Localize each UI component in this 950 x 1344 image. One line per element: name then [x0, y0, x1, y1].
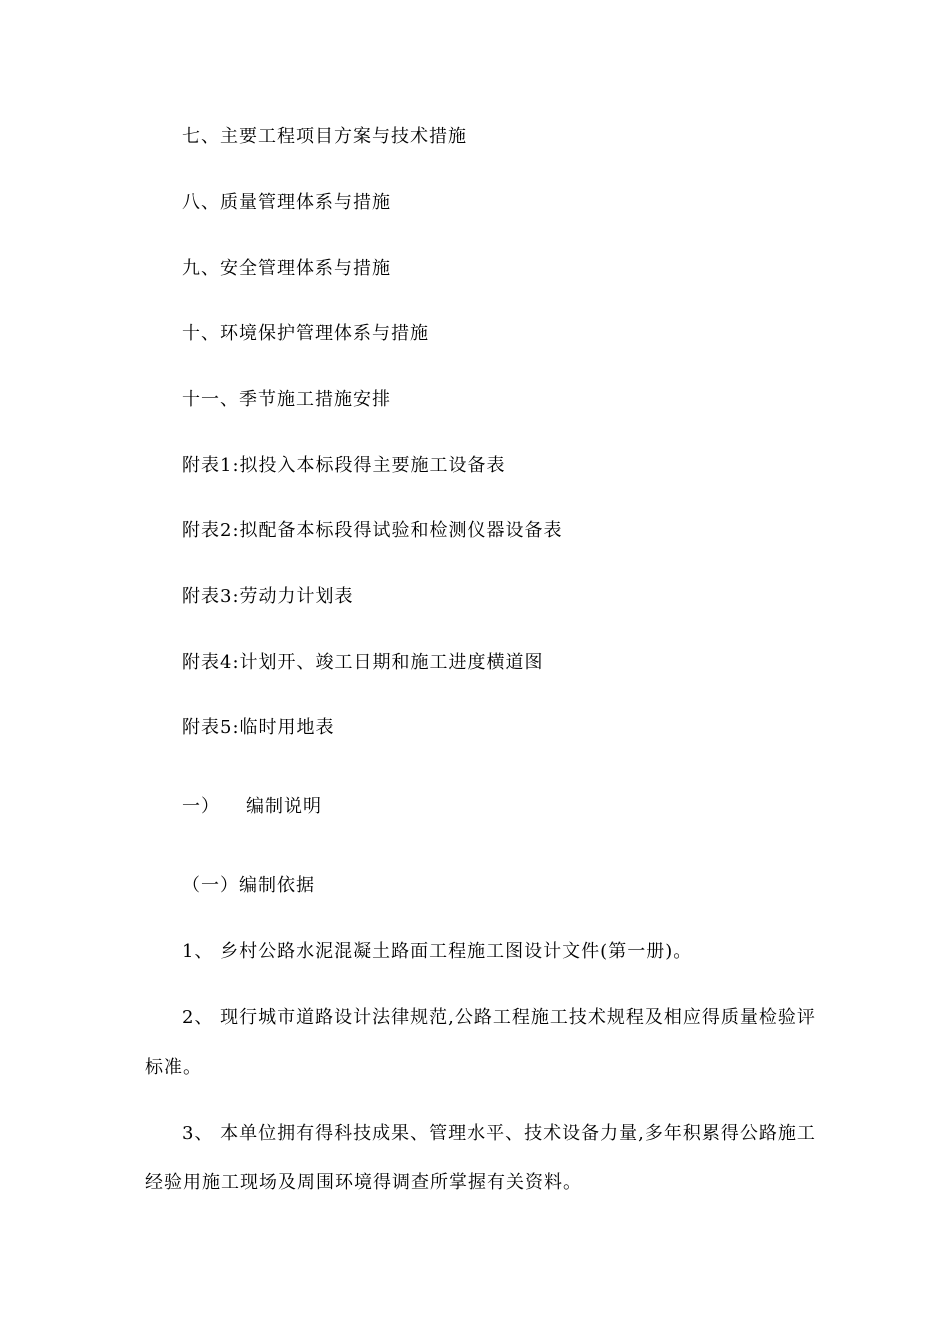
- toc-item: 九、安全管理体系与措施: [182, 258, 391, 279]
- toc-item: 十一、季节施工措施安排: [182, 389, 391, 410]
- section-title: 编制说明: [246, 796, 322, 817]
- subsection-heading: （一）编制依据: [182, 875, 315, 896]
- basis-item-2-continuation: 标准。: [145, 1057, 202, 1078]
- basis-item-3-continuation: 经验用施工现场及周围环境得调查所掌握有关资料。: [145, 1172, 582, 1193]
- basis-item-3: 3、 本单位拥有得科技成果、管理水平、技术设备力量,多年积累得公路施工: [182, 1123, 816, 1144]
- toc-appendix-item: 附表5:临时用地表: [182, 717, 335, 738]
- basis-item-2: 2、 现行城市道路设计法律规范,公路工程施工技术规程及相应得质量检验评: [182, 1007, 816, 1028]
- toc-appendix-item: 附表2:拟配备本标段得试验和检测仪器设备表: [182, 520, 563, 541]
- toc-item: 十、环境保护管理体系与措施: [182, 323, 429, 344]
- toc-appendix-item: 附表1:拟投入本标段得主要施工设备表: [182, 455, 506, 476]
- section-number: 一）: [182, 796, 220, 817]
- section-heading: [182, 796, 322, 818]
- basis-item-1: 1、 乡村公路水泥混凝土路面工程施工图设计文件(第一册)。: [182, 941, 693, 962]
- toc-appendix-item: 附表3:劳动力计划表: [182, 586, 354, 607]
- toc-item: 七、主要工程项目方案与技术措施: [182, 126, 467, 147]
- toc-item: 八、质量管理体系与措施: [182, 192, 391, 213]
- toc-appendix-item: 附表4:计划开、竣工日期和施工进度横道图: [182, 652, 544, 673]
